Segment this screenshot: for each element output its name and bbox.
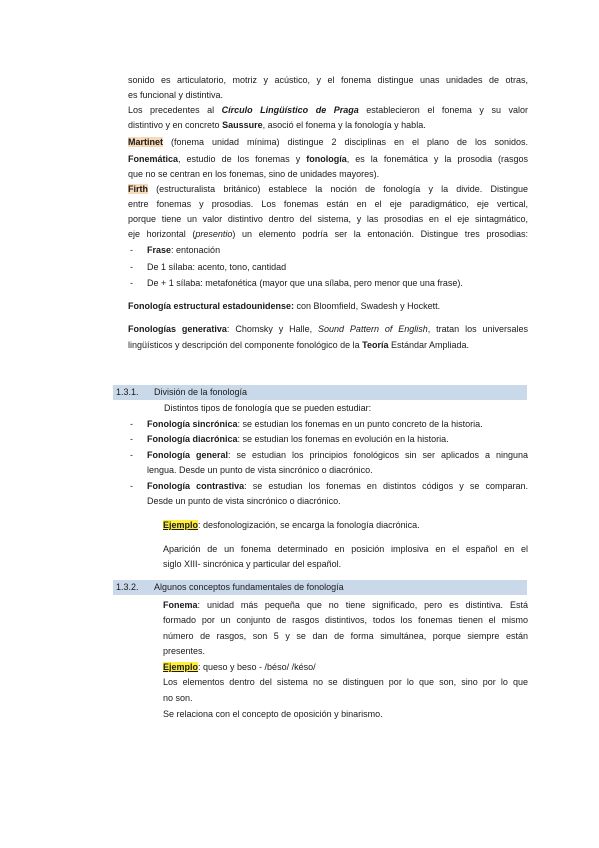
list-item: Fonología sincrónica: se estudian los fonemas en un punto concreto de la historia. bbox=[147, 419, 483, 429]
paragraph-line: no son. bbox=[163, 693, 193, 703]
list-item: De 1 sílaba: acento, tono, cantidad bbox=[147, 262, 287, 272]
list-bullet: - bbox=[130, 419, 133, 429]
list-item-continuation: lengua. Desde un punto de vista sincrónico o diacrónico. bbox=[147, 465, 373, 475]
section-number: 1.3.2. bbox=[116, 582, 139, 592]
section-title: Algunos conceptos fundamentales de fonología bbox=[154, 582, 344, 592]
paragraph-line: presentes. bbox=[163, 646, 206, 656]
paragraph-line: porque tiene un valor distintivo dentro del sistema, y las prosodias en el eje sintagmático, bbox=[128, 214, 528, 224]
paragraph-line: Fonemática, estudio de los fonemas y fonología, es la fonemática y la prosodia (rasgos bbox=[128, 154, 528, 164]
paragraph-line: distintivo y en concreto Saussure, asoció el fonema y la fonología y habla. bbox=[128, 120, 426, 130]
paragraph-line: sonido es articulatorio, motriz y acústico, y el fonema distingue unas unidades de otras, bbox=[128, 75, 528, 85]
list-bullet: - bbox=[130, 434, 133, 444]
paragraph-line: Se relaciona con el concepto de oposición y binarismo. bbox=[163, 709, 383, 719]
paragraph-line: número de rasgos, son 5 y se dan de forma simultánea, porque siempre están bbox=[163, 631, 528, 641]
paragraph-line: siglo XIII- sincrónica y particular del español. bbox=[163, 559, 342, 569]
paragraph-line: eje horizontal (presentio) un elemento podría ser la entonación. Distingue tres prosodias: bbox=[128, 229, 528, 239]
paragraph-line: Aparición de un fonema determinado en posición implosiva en el español en el bbox=[163, 544, 528, 554]
paragraph-line: que no se centran en los fonemas, sino de unidades mayores). bbox=[128, 169, 380, 179]
firth-highlight: Firth bbox=[128, 184, 148, 194]
list-bullet: - bbox=[130, 481, 133, 491]
list-item: Frase: entonación bbox=[147, 245, 221, 255]
section-number: 1.3.1. bbox=[116, 387, 139, 397]
paragraph-line: es funcional y distintiva. bbox=[128, 90, 224, 100]
list-bullet: - bbox=[130, 262, 133, 272]
paragraph-line: Fonema: unidad más pequeña que no tiene significado, pero es distintiva. Está bbox=[163, 600, 528, 610]
list-bullet: - bbox=[130, 450, 133, 460]
list-item: Fonología general: se estudian los principios fonológicos sin ser aplicados a ninguna bbox=[147, 450, 528, 460]
list-item: Fonología contrastiva: se estudian los fonemas en distintos códigos y se comparan. bbox=[147, 481, 528, 491]
paragraph-line: Firth (estructuralista británico) establece la noción de fonología y la divide. Distingue bbox=[128, 184, 528, 194]
paragraph-line: formado por un conjunto de rasgos distintivos, todos los fonemas tienen el mismo bbox=[163, 615, 528, 625]
paragraph-line: lingüísticos y descripción del componente fonológico de la Teoría Estándar Ampliada. bbox=[128, 340, 470, 350]
section-title: División de la fonología bbox=[154, 387, 248, 397]
section-intro: Distintos tipos de fonología que se pueden estudiar: bbox=[164, 403, 372, 413]
example-line: Ejemplo: desfonologización, se encarga la fonología diacrónica. bbox=[163, 520, 420, 530]
list-bullet: - bbox=[130, 278, 133, 288]
list-bullet: - bbox=[130, 245, 133, 255]
list-item: Fonología diacrónica: se estudian los fonemas en evolución en la historia. bbox=[147, 434, 449, 444]
paragraph-line: Fonología estructural estadounidense: con Bloomfield, Swadesh y Hockett. bbox=[128, 301, 441, 311]
paragraph-line: entre fonemas y prosodias. Los fonemas están en el eje paradigmático, eje vertical, bbox=[128, 199, 528, 209]
paragraph-line: Martinet (fonema unidad mínima) distingue 2 disciplinas en el plano de los sonidos. bbox=[128, 137, 528, 147]
martinet-highlight: Martinet bbox=[128, 137, 164, 147]
paragraph-line: Los precedentes al Círculo Lingüístico de Praga establecieron el fonema y su valor bbox=[128, 105, 528, 115]
example-label: Ejemplo bbox=[163, 520, 199, 530]
list-item: De + 1 sílaba: metafonética (mayor que una sílaba, pero menor que una frase). bbox=[147, 278, 463, 288]
list-item-continuation: Desde un punto de vista sincrónico o diacrónico. bbox=[147, 496, 341, 506]
paragraph-line: Fonologías generativa: Chomsky y Halle, Sound Pattern of English, tratan los universales bbox=[128, 324, 528, 334]
paragraph-line: Los elementos dentro del sistema no se distinguen por lo que son, sino por lo que bbox=[163, 677, 528, 687]
section-header-1-3-1 bbox=[113, 385, 527, 400]
example-line: Ejemplo: queso y beso - /béso/ /késo/ bbox=[163, 662, 316, 672]
section-header-1-3-2 bbox=[113, 580, 527, 595]
example-label: Ejemplo bbox=[163, 662, 199, 672]
